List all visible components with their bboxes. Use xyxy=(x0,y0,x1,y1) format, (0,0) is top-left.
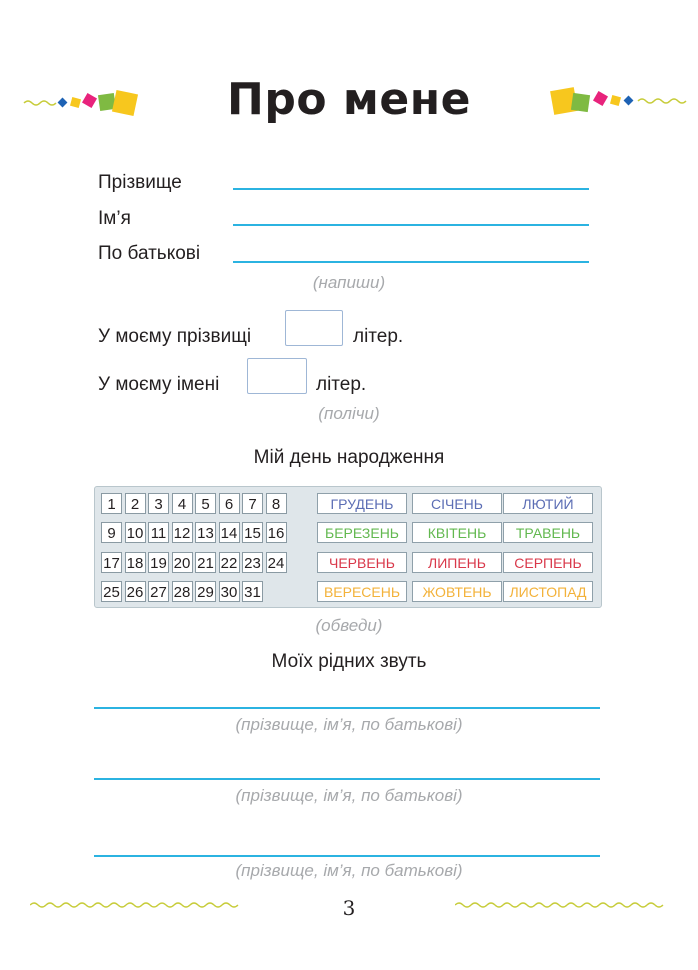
hint-write: (напиши) xyxy=(312,273,386,292)
month-cell[interactable]: СЕРПЕНЬ xyxy=(503,552,593,573)
name-letters-suffix: літер. xyxy=(316,374,367,395)
month-cell[interactable]: ЖОВТЕНЬ xyxy=(412,581,502,602)
day-cell[interactable]: 20 xyxy=(172,552,193,573)
day-cell[interactable]: 25 xyxy=(101,581,122,602)
day-cell[interactable]: 21 xyxy=(195,552,216,573)
day-cell[interactable]: 30 xyxy=(219,581,240,602)
day-cell[interactable]: 27 xyxy=(148,581,169,602)
surname-letters-suffix: літер. xyxy=(353,326,404,347)
patronymic-line[interactable] xyxy=(233,261,589,263)
day-cell[interactable]: 2 xyxy=(125,493,146,514)
day-cell[interactable]: 28 xyxy=(172,581,193,602)
day-cell[interactable]: 19 xyxy=(148,552,169,573)
day-cell[interactable]: 23 xyxy=(242,552,263,573)
day-cell[interactable]: 4 xyxy=(172,493,193,514)
day-cell[interactable]: 9 xyxy=(101,522,122,543)
hint-circle: (обведи) xyxy=(315,616,383,635)
month-cell[interactable]: ТРАВЕНЬ xyxy=(503,522,593,543)
month-cell[interactable]: ЛЮТИЙ xyxy=(503,493,593,514)
day-cell[interactable]: 3 xyxy=(148,493,169,514)
relatives-title: Моїх рідних звуть xyxy=(271,651,427,672)
day-cell[interactable]: 31 xyxy=(242,581,263,602)
day-cell[interactable]: 10 xyxy=(125,522,146,543)
day-cell[interactable]: 22 xyxy=(219,552,240,573)
day-cell[interactable]: 11 xyxy=(148,522,169,543)
month-cell[interactable]: ЛИСТОПАД xyxy=(503,581,593,602)
page-title: Про мене xyxy=(227,74,471,125)
birthday-panel xyxy=(94,486,602,608)
patronymic-label: По батькові xyxy=(98,243,201,264)
month-cell[interactable]: ЧЕРВЕНЬ xyxy=(317,552,407,573)
surname-line[interactable] xyxy=(233,188,589,190)
relative-line-1[interactable] xyxy=(94,707,600,709)
surname-letters-prefix: У моєму прізвищі xyxy=(98,326,252,347)
month-cell[interactable]: ЛИПЕНЬ xyxy=(412,552,502,573)
month-cell[interactable]: СІЧЕНЬ xyxy=(412,493,502,514)
birthday-title: Мій день народження xyxy=(253,447,445,468)
day-cell[interactable]: 1 xyxy=(101,493,122,514)
day-cell[interactable]: 15 xyxy=(242,522,263,543)
day-cell[interactable]: 26 xyxy=(125,581,146,602)
relative-line-2[interactable] xyxy=(94,778,600,780)
relative-hint-1: (прізвище, ім’я, по батькові) xyxy=(235,715,463,734)
month-cell[interactable]: КВІТЕНЬ xyxy=(412,522,502,543)
relative-hint-3: (прізвище, ім’я, по батькові) xyxy=(235,861,463,880)
relative-line-3[interactable] xyxy=(94,855,600,857)
day-cell[interactable]: 16 xyxy=(266,522,287,543)
day-cell[interactable]: 8 xyxy=(266,493,287,514)
day-cell[interactable]: 7 xyxy=(242,493,263,514)
day-cell[interactable]: 29 xyxy=(195,581,216,602)
day-cell[interactable]: 17 xyxy=(101,552,122,573)
surname-letters-box[interactable] xyxy=(285,310,343,346)
day-cell[interactable]: 12 xyxy=(172,522,193,543)
day-cell[interactable]: 24 xyxy=(266,552,287,573)
month-cell[interactable]: БЕРЕЗЕНЬ xyxy=(317,522,407,543)
hint-count: (полічи) xyxy=(318,404,380,423)
page-number: 3 xyxy=(342,896,356,920)
month-cell[interactable]: ГРУДЕНЬ xyxy=(317,493,407,514)
name-label: Ім’я xyxy=(98,208,131,229)
name-line[interactable] xyxy=(233,224,589,226)
day-cell[interactable]: 13 xyxy=(195,522,216,543)
name-letters-prefix: У моєму імені xyxy=(98,374,220,395)
day-cell[interactable]: 14 xyxy=(219,522,240,543)
day-cell[interactable]: 6 xyxy=(219,493,240,514)
surname-label: Прізвище xyxy=(98,172,182,193)
name-letters-box[interactable] xyxy=(247,358,307,394)
day-cell[interactable]: 18 xyxy=(125,552,146,573)
relative-hint-2: (прізвище, ім’я, по батькові) xyxy=(235,786,463,805)
day-cell[interactable]: 5 xyxy=(195,493,216,514)
month-cell[interactable]: ВЕРЕСЕНЬ xyxy=(317,581,407,602)
